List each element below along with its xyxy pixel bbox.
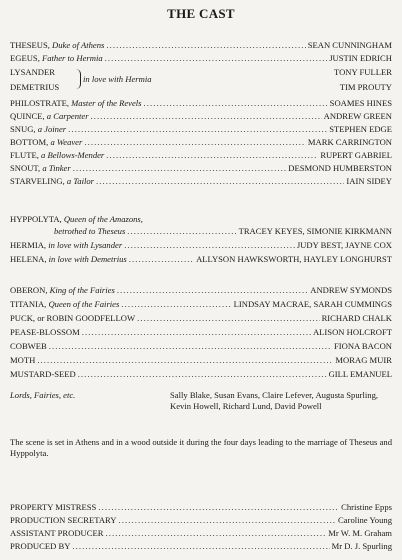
role-description: a Tailor [66, 176, 95, 186]
cast-row [10, 297, 392, 309]
role-description: in love with Hermia [83, 74, 152, 84]
role-name: SNOUT, [10, 163, 43, 173]
production-role: ASSISTANT PRODUCER [10, 528, 104, 538]
leader-dots [117, 285, 308, 295]
cast-row [10, 174, 392, 186]
role-name: BOTTOM, [10, 137, 51, 147]
role-description: Queen of the Amazons, [63, 214, 143, 224]
cast-row [10, 238, 392, 250]
cast-row [10, 51, 392, 63]
actor-name: ANDREW GREEN [323, 111, 392, 121]
cast-row [10, 283, 392, 295]
extras-names: Sally Blake, Susan Evans, Claire Lefever, Augusta Spurling, Kevin Howell, Richard Lund, David Powell [170, 390, 379, 411]
production-name: Christine Epps [341, 502, 392, 512]
role-name: PEASE-BLOSSOM [10, 327, 80, 337]
leader-dots [144, 98, 328, 108]
actor-name: MARK CARRINGTON [307, 137, 392, 147]
role-description: betrothed to Theseus [54, 226, 126, 236]
role-name: STARVELING, [10, 176, 67, 186]
leader-dots [73, 163, 287, 173]
cast-row [10, 367, 392, 379]
leader-dots [127, 226, 236, 236]
production-row [10, 513, 392, 525]
role-name: FLUTE, [10, 150, 42, 160]
leader-dots [72, 541, 329, 551]
role-description: a Weaver [50, 137, 83, 147]
leader-dots [124, 240, 295, 250]
cast-row [10, 148, 392, 160]
role-name: SNUG, [10, 124, 38, 134]
role-description: in love with Lysander [48, 240, 123, 250]
cast-row [10, 353, 392, 365]
role-name: PUCK, or ROBIN GOODFELLOW [10, 313, 136, 323]
leader-dots [106, 40, 305, 50]
production-role: PROPERTY MISTRESS [10, 502, 97, 512]
actor-name: ALLYSON HAWKSWORTH, HAYLEY LONGHURST [196, 254, 392, 264]
role-name: MOTH [10, 355, 36, 365]
leader-dots [84, 137, 306, 147]
actor-name: TIM PROUTY [339, 82, 392, 92]
role-name: MUSTARD-SEED [10, 369, 76, 379]
leader-dots [68, 124, 327, 134]
leader-dots [129, 254, 194, 264]
role-name: HYPPOLYTA, [10, 214, 64, 224]
actor-name: JUSTIN EDRICH [329, 53, 392, 63]
actor-name: LINDSAY MACRAE, SARAH CUMMINGS [233, 299, 392, 309]
role-description: a Bellows-Mender [41, 150, 105, 160]
leader-dots [96, 176, 344, 186]
leader-dots [37, 355, 333, 365]
production-row [10, 526, 392, 538]
cast-row [54, 224, 392, 236]
cast-row [10, 122, 392, 134]
role-name: LYSANDER [10, 67, 55, 77]
actor-name: TRACEY KEYES, SIMONIE KIRKMANN [238, 226, 392, 236]
leader-dots [91, 111, 322, 121]
actor-name: ANDREW SYMONDS [310, 285, 392, 295]
leader-dots [105, 528, 326, 538]
role-description: King of the Fairies [49, 285, 115, 295]
leader-dots [78, 369, 327, 379]
role-name: HERMIA, [10, 240, 49, 250]
role-name: EGEUS, [10, 53, 42, 63]
role-name: TITANIA, [10, 299, 49, 309]
role-description: a Joiner [37, 124, 67, 134]
actor-name: FIONA BACON [333, 341, 392, 351]
page-title: THE CAST [167, 6, 235, 21]
hippolyta-line1 [10, 214, 143, 224]
role-name: PHILOSTRATE, [10, 98, 72, 108]
role-description: a Carpenter [46, 111, 89, 121]
leader-dots [121, 299, 231, 309]
leader-dots [106, 150, 318, 160]
production-row [10, 500, 392, 512]
role-name: THESEUS, [10, 40, 53, 50]
actor-name: RUPERT GABRIEL [320, 150, 392, 160]
role-name: HELENA, [10, 254, 49, 264]
leader-dots [82, 327, 311, 337]
role-description: Queen of the Fairies [48, 299, 120, 309]
production-name: Mr W. M. Graham [328, 528, 392, 538]
scene-note: The scene is set in Athens and in a wood outside it during the four days leading to the marriage of Theseus and Hyppolyta. [10, 437, 392, 458]
leader-dots [49, 341, 332, 351]
cast-row [10, 339, 392, 351]
cast-row [10, 109, 392, 121]
actor-name: ALISON HOLCROFT [312, 327, 392, 337]
actor-name: SOAMES HINES [329, 98, 392, 108]
cast-row [10, 38, 392, 50]
cast-row [10, 325, 392, 337]
cast-row [10, 135, 392, 147]
role-name: OBERON, [10, 285, 50, 295]
role-name: COBWEB [10, 341, 47, 351]
cast-row [10, 161, 392, 173]
actor-name: RICHARD CHALK [321, 313, 392, 323]
extras-label: Lords, Fairies, etc. [10, 390, 76, 400]
production-name: Caroline Young [338, 515, 392, 525]
role-name: DEMETRIUS [10, 82, 60, 92]
leader-dots [98, 502, 339, 512]
actor-name: MORAG MUIR [335, 355, 392, 365]
actor-name: DESMOND HUMBERSTON [288, 163, 392, 173]
cast-row [10, 311, 392, 323]
role-name: QUINCE, [10, 111, 47, 121]
production-role: PRODUCTION SECRETARY [10, 515, 117, 525]
leader-dots [105, 53, 328, 63]
brace-icon [76, 69, 81, 89]
role-description: in love with Demetrius [48, 254, 127, 264]
actor-name: GILL EMANUEL [328, 369, 392, 379]
role-description: Father to Hermia [42, 53, 103, 63]
production-name: Mr D. J. Spurling [331, 541, 392, 551]
role-description: Master of the Revels [71, 98, 142, 108]
actor-name: TONY FULLER [333, 67, 392, 77]
actor-name: IAIN SIDEY [346, 176, 392, 186]
cast-row [10, 96, 392, 108]
production-row [10, 539, 392, 551]
role-description: a Tinker [42, 163, 71, 173]
leader-dots [137, 313, 319, 323]
actor-name: SEAN CUNNINGHAM [307, 40, 392, 50]
cast-row [10, 252, 392, 264]
actor-name: STEPHEN EDGE [329, 124, 392, 134]
actor-name: JUDY BEST, JAYNE COX [296, 240, 392, 250]
production-role: PRODUCED BY [10, 541, 71, 551]
lovers-block [10, 67, 392, 95]
role-description: Duke of Athens [52, 40, 105, 50]
leader-dots [119, 515, 337, 525]
